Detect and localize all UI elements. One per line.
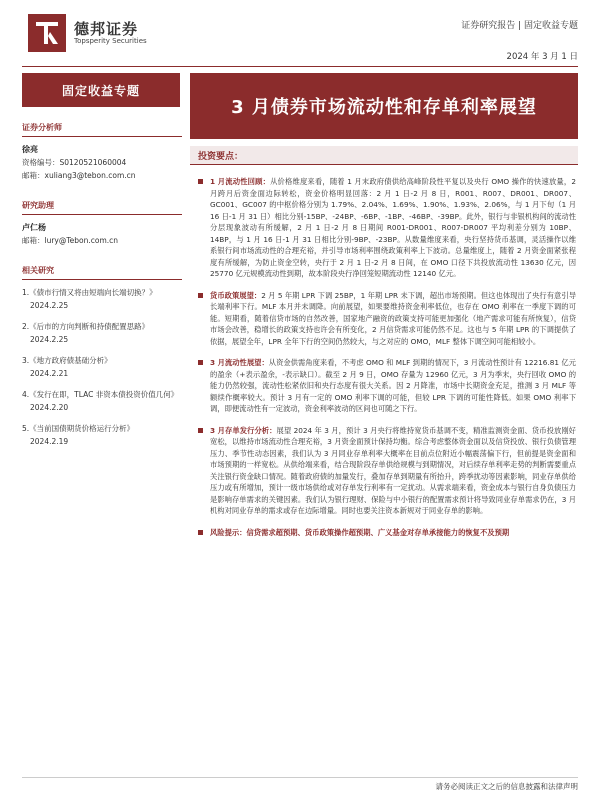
paragraph-text: 2 月 5 年期 LPR 下调 25BP，1 年期 LPR 未下调，超出市场预期。但这也体现出了央行有意引导长端利率下行。MLF 本月并未调降。向前展望，如果要维持资金利率低位，也存在 OMO 利率在一季度下调的可能。短期看，随着信贷市场的自然改善，国家地产融资的政策支持可能更加强化（地产需求可能有所恢复），信贷市场会改善，稳增长的政策支持也许会有所变化，2 月信贷需求可能仍然不足。这也与 5 年期 LPR 的下调提供了依据，展望全年，LPR 全年下行的空间仍然较大，与之对应的 OMO，MLF 整体下调空间可能相较小。 bbox=[210, 290, 576, 346]
brand-name-en: Topsperity Securities bbox=[74, 37, 147, 45]
report-type: 证券研究报告 | 固定收益专题 bbox=[461, 21, 578, 31]
risk-warning: 风险提示：信贷需求超预期、货币政策操作超预期、广义基金对存单承接能力的恢复不及预期 bbox=[196, 527, 576, 539]
related-title: 2.《后市的方向判断和持债配置思路》 bbox=[22, 322, 150, 331]
related-list bbox=[22, 286, 182, 448]
paragraph-text: 从价格维度来看，随着 1 月末政府债供给高峰阶段性平复以及央行 OMO 操作的快速放量，2 月跨月后资金面边际转松，资金价格明显回落：2 月 1 日-2 月 8 日，R001、R007、DR001、DR007、GC001、GC007 的中枢价格分别为 1.79%、2.04%、1.69%、1.90%、1.93%、2.06%，与 1 月下旬（1 月 16 日-1 月 31 日）相比分别-15BP、-24BP、-6BP、-1BP、-46BP、-39BP。此外，银行与非银机构间的流动性分层现象波动有所缓解，2 月 1 日-2 月 8 日期间 R001-DR001、R007-DR007 平均利差分别为 10BP、14BP，与 1 月 16 日-1 月 31 日相比分别-9BP、-23BP。从数量维度来看，央行坚持货币基调，灵活操作以维系银行间市场流动性的合理充裕，并引导市场利率围绕政策利率上下波动。总量维度上，随着 2 月资金面紧张程度有所缓解，为防止资金空转，央行于 2 月 1 日-2 月 8 日间，在 OMO 口径下共投放流动性 13630 亿元，因 25770 亿元规模流动性到期，故本阶段央行净回笼短期流动性 12140 亿元。 bbox=[210, 177, 576, 278]
assistant-heading: 研究助理 bbox=[22, 200, 182, 215]
company-logo bbox=[28, 14, 66, 52]
analyst-heading: 证券分析师 bbox=[22, 122, 182, 137]
assistant-name: 卢仁杨 bbox=[22, 223, 46, 232]
report-date: 2024 年 3 月 1 日 bbox=[506, 52, 578, 62]
highlights-label: 投资要点： bbox=[198, 152, 244, 162]
paragraph-policy-outlook bbox=[196, 290, 576, 348]
related-date: 2024.2.21 bbox=[30, 369, 69, 378]
highlights-bar bbox=[190, 146, 578, 165]
paragraph-heading: 货币政策展望： bbox=[210, 290, 262, 300]
related-item[interactable] bbox=[22, 354, 182, 380]
paragraph-cd-analysis bbox=[196, 425, 576, 517]
related-date: 2024.2.25 bbox=[30, 335, 69, 344]
paragraph-text: 从资金供需角度来看，不考虑 OMO 和 MLF 到期的情况下，3 月流动性预计有 12216.81 亿元的盈余（+表示盈余，-表示缺口）。截至 2 月 9 日，OMO 存量为 12960 亿元，3 月为季末，央行回收 OMO 的能力仍然较强，流动性松紧依旧和央行态度有很大关系。因 2 月降准，市场中长期资金充足，推测 3 月 MLF 等额续作概率较大。预计 3 月有一定的 OMO 利率下调的可能，但较 LPR 下调的可能性降低。如果 OMO 利率下调，即便流动性有一定波动，资金利率波动的区间也可随之下行。 bbox=[210, 358, 576, 413]
paragraph-liquidity-review bbox=[196, 176, 576, 280]
related-item[interactable] bbox=[22, 388, 182, 414]
paragraph-text: 展望 2024 年 3 月，预计 3 月央行将维持宽货币基调不变，精准监测资金面、货币投放刚好宽松，以维持市场流动性合理充裕，3 月资金面预计保持均衡。综合考虑整体资金面以及信贷投放、银行负债管理压力、季节性动态因素，我们认为 3 月同业存单利率大概率在目前点位附近小幅震荡偏下行，但前提是资金面和市场预期的一样宽松。从供给端来看，结合现阶段存单供给规模与到期情况，对后续存单利率走势的判断需要重点关注银行资金缺口情况。随着政府债的加量发行，叠加存单到期量有所抬升，跨季扰动等因素影响，同业存单供给压力或有所增加，预计一级市场供给或对存单发行利率有一定扰动。从需求端来看，资金成本与银行自身负债压力是影响存单需求的关键因素。我们认为银行理财、保险与中小银行的配置需求预计将导致同业存单需求仍在，3 月机构对同业存单的需求或存在边际增量。同时也要关注资本新规对于同业存单的影响。 bbox=[210, 425, 576, 515]
report-category: 固定收益专题 bbox=[22, 73, 180, 107]
related-date: 2024.2.25 bbox=[30, 301, 69, 310]
footer-divider bbox=[22, 777, 578, 778]
related-title: 5.《当前国债期货价格运行分析》 bbox=[22, 424, 135, 433]
analyst-email[interactable]: 邮箱：xuliang3@tebon.com.cn bbox=[22, 171, 136, 180]
brand-name: 德邦证券 bbox=[74, 20, 139, 38]
paragraph-heading: 3 月流动性展望： bbox=[210, 358, 269, 367]
paragraph-heading: 1 月流动性回顾： bbox=[210, 177, 271, 186]
paragraph-liquidity-outlook bbox=[196, 357, 576, 415]
analyst-cert: 资格编号：S0120521060004 bbox=[22, 158, 127, 167]
disclaimer-note: 请务必阅读正文之后的信息披露和法律声明 bbox=[435, 782, 578, 791]
report-title: 3 月债券市场流动性和存单利率展望 bbox=[190, 73, 578, 139]
sidebar bbox=[22, 116, 182, 456]
related-item[interactable] bbox=[22, 286, 182, 312]
logo-mark-icon bbox=[28, 14, 66, 52]
related-date: 2024.2.19 bbox=[30, 437, 69, 446]
assistant-email[interactable]: 邮箱：lury@Tebon.com.cn bbox=[22, 236, 119, 245]
related-date: 2024.2.20 bbox=[30, 403, 69, 412]
related-title: 3.《地方政府债基础分析》 bbox=[22, 356, 112, 365]
related-title: 4.《发行在即，TLAC 非资本债投资价值几何》 bbox=[22, 390, 179, 399]
related-title: 1.《债市行情又将由短端向长端切换？》 bbox=[22, 288, 157, 297]
related-heading: 相关研究 bbox=[22, 265, 182, 280]
related-item[interactable] bbox=[22, 320, 182, 346]
highlights-content bbox=[196, 176, 576, 548]
analyst-name: 徐亮 bbox=[22, 145, 38, 154]
header-divider bbox=[22, 66, 578, 67]
paragraph-heading: 3 月存单发行分析： bbox=[210, 425, 277, 435]
related-item[interactable] bbox=[22, 422, 182, 448]
